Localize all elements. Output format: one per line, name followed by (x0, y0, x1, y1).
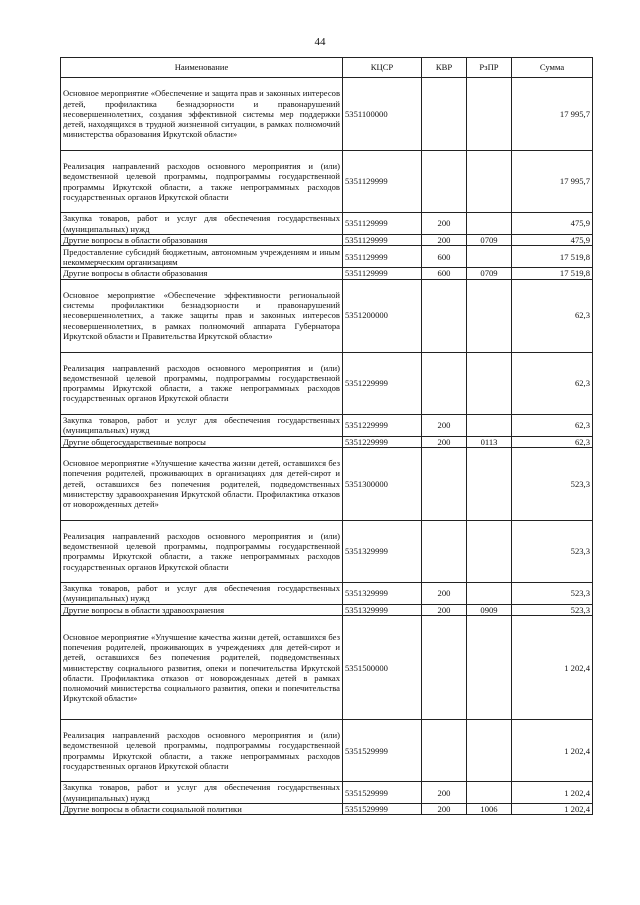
row-name: Основное мероприятие «Улучшение качества жизни детей, оставшихся без попечения родителей, проживающих в организациях для детей-сирот и детей, оставшихся без попечения родителей, подведомственных министерству здравоохранения Иркутской области. Профилактика отказов от новорожденных детей» (61, 447, 343, 520)
row-name: Другие общегосударственные вопросы (61, 436, 343, 447)
row-name: Предоставление субсидий бюджетным, автономным учреждениям и иным некоммерческим организациям (61, 246, 343, 268)
row-kcsr: 5351329999 (343, 520, 422, 582)
row-kcsr: 5351329999 (343, 582, 422, 604)
row-kcsr: 5351100000 (343, 78, 422, 151)
header-kcsr: КЦСР (343, 58, 422, 78)
row-kcsr: 5351229999 (343, 414, 422, 436)
row-sum: 523,3 (512, 520, 593, 582)
row-kcsr: 5351329999 (343, 604, 422, 615)
table-row (61, 582, 593, 604)
row-sum: 17 995,7 (512, 151, 593, 213)
row-kcsr: 5351300000 (343, 447, 422, 520)
table-row (61, 352, 593, 414)
row-kvr: 200 (422, 414, 467, 436)
row-kcsr: 5351529999 (343, 804, 422, 815)
row-rzpr: 0709 (467, 235, 512, 246)
row-name: Реализация направлений расходов основного мероприятия и (или) ведомственной целевой программы, подпрограммы государственной программы Иркутской области, а также непрограммных расходов государственных органов Иркутской области (61, 151, 343, 213)
row-rzpr: 0709 (467, 268, 512, 279)
row-name: Закупка товаров, работ и услуг для обеспечения государственных (муниципальных) нужд (61, 213, 343, 235)
row-sum: 62,3 (512, 352, 593, 414)
row-kvr (422, 78, 467, 151)
header-rzpr: РзПР (467, 58, 512, 78)
row-rzpr (467, 447, 512, 520)
row-kvr: 200 (422, 235, 467, 246)
row-rzpr: 1006 (467, 804, 512, 815)
table-row (61, 804, 593, 815)
page-number: 44 (314, 36, 326, 48)
row-rzpr (467, 151, 512, 213)
row-kcsr: 5351229999 (343, 352, 422, 414)
row-rzpr (467, 520, 512, 582)
table-row (61, 414, 593, 436)
row-kvr: 200 (422, 804, 467, 815)
row-kvr (422, 616, 467, 720)
row-kcsr: 5351529999 (343, 720, 422, 782)
table-row (61, 279, 593, 352)
row-sum: 523,3 (512, 604, 593, 615)
row-sum: 1 202,4 (512, 616, 593, 720)
row-kcsr: 5351129999 (343, 213, 422, 235)
row-rzpr (467, 582, 512, 604)
row-rzpr (467, 616, 512, 720)
row-name: Закупка товаров, работ и услуг для обеспечения государственных (муниципальных) нужд (61, 582, 343, 604)
row-rzpr (467, 352, 512, 414)
row-kvr (422, 720, 467, 782)
row-sum: 62,3 (512, 414, 593, 436)
row-kvr: 200 (422, 604, 467, 615)
row-name: Реализация направлений расходов основного мероприятия и (или) ведомственной целевой программы, подпрограммы государственной программы Иркутской области, а также непрограммных расходов государственных органов Иркутской области (61, 352, 343, 414)
row-kcsr: 5351129999 (343, 151, 422, 213)
row-sum: 1 202,4 (512, 782, 593, 804)
row-rzpr (467, 213, 512, 235)
row-kcsr: 5351129999 (343, 235, 422, 246)
table-row (61, 246, 593, 268)
header-sum: Сумма (512, 58, 593, 78)
table-row (61, 436, 593, 447)
row-name: Другие вопросы в области социальной политики (61, 804, 343, 815)
row-kvr (422, 279, 467, 352)
row-kvr: 200 (422, 782, 467, 804)
row-kvr: 600 (422, 268, 467, 279)
table-row (61, 78, 593, 151)
row-kvr (422, 447, 467, 520)
row-name: Другие вопросы в области образования (61, 268, 343, 279)
row-sum: 1 202,4 (512, 720, 593, 782)
row-kcsr: 5351229999 (343, 436, 422, 447)
row-rzpr: 0113 (467, 436, 512, 447)
row-rzpr (467, 414, 512, 436)
row-kvr (422, 151, 467, 213)
row-sum: 475,9 (512, 213, 593, 235)
row-kvr: 200 (422, 582, 467, 604)
row-name: Основное мероприятие «Обеспечение эффективности региональной системы профилактики безнадзорности и правонарушений несовершеннолетних, а также защиты прав и законных интересов несовершеннолетних, в рамках полномочий аппарата Губернатора Иркутской области и Правительства Иркутской области» (61, 279, 343, 352)
row-name: Основное мероприятие «Улучшение качества жизни детей, оставшихся без попечения родителей, проживающих в учреждениях для детей-сирот и детей, оставшихся без попечения родителей, подведомственных министерству социального развития, опеки и попечительства Иркутской области. Профилактика отказов от новорожденных детей в рамках полномочий министерства социального развития, опеки и попечительства Иркутской области» (61, 616, 343, 720)
row-sum: 17 519,8 (512, 246, 593, 268)
row-rzpr (467, 78, 512, 151)
row-kcsr: 5351200000 (343, 279, 422, 352)
row-sum: 523,3 (512, 447, 593, 520)
row-sum: 1 202,4 (512, 804, 593, 815)
row-kvr: 200 (422, 436, 467, 447)
row-sum: 17 519,8 (512, 268, 593, 279)
row-name: Другие вопросы в области образования (61, 235, 343, 246)
table-row (61, 520, 593, 582)
table-row (61, 782, 593, 804)
row-name: Другие вопросы в области здравоохранения (61, 604, 343, 615)
table-row (61, 616, 593, 720)
row-rzpr (467, 720, 512, 782)
table-row (61, 447, 593, 520)
table-row (61, 213, 593, 235)
row-kvr (422, 520, 467, 582)
table-row (61, 235, 593, 246)
row-rzpr (467, 246, 512, 268)
header-name: Наименование (61, 58, 343, 78)
budget-table (60, 57, 593, 815)
row-kcsr: 5351129999 (343, 246, 422, 268)
row-rzpr (467, 782, 512, 804)
row-sum: 523,3 (512, 582, 593, 604)
row-kcsr: 5351529999 (343, 782, 422, 804)
table-row (61, 151, 593, 213)
row-rzpr (467, 279, 512, 352)
row-name: Закупка товаров, работ и услуг для обеспечения государственных (муниципальных) нужд (61, 414, 343, 436)
row-name: Основное мероприятие «Обеспечение и защита прав и законных интересов детей, профилактика безнадзорности и правонарушений несовершеннолетних, создания эффективной системы мер поддержки детей, находящихся в трудной жизненной ситуации, в рамках полномочий министерства образования Иркутской области» (61, 78, 343, 151)
row-rzpr: 0909 (467, 604, 512, 615)
row-name: Реализация направлений расходов основного мероприятия и (или) ведомственной целевой программы, подпрограммы государственной программы Иркутской области, а также непрограммных расходов государственных органов Иркутской области (61, 520, 343, 582)
table-row (61, 720, 593, 782)
row-sum: 475,9 (512, 235, 593, 246)
row-sum: 17 995,7 (512, 78, 593, 151)
table-row (61, 268, 593, 279)
header-kvr: КВР (422, 58, 467, 78)
row-kvr: 600 (422, 246, 467, 268)
row-kvr (422, 352, 467, 414)
row-kcsr: 5351500000 (343, 616, 422, 720)
table-row (61, 604, 593, 615)
row-name: Закупка товаров, работ и услуг для обеспечения государственных (муниципальных) нужд (61, 782, 343, 804)
row-name: Реализация направлений расходов основного мероприятия и (или) ведомственной целевой программы, подпрограммы государственной программы Иркутской области, а также непрограммных расходов государственных органов Иркутской области (61, 720, 343, 782)
row-sum: 62,3 (512, 279, 593, 352)
row-sum: 62,3 (512, 436, 593, 447)
table-header-row (61, 58, 593, 78)
row-kcsr: 5351129999 (343, 268, 422, 279)
row-kvr: 200 (422, 213, 467, 235)
